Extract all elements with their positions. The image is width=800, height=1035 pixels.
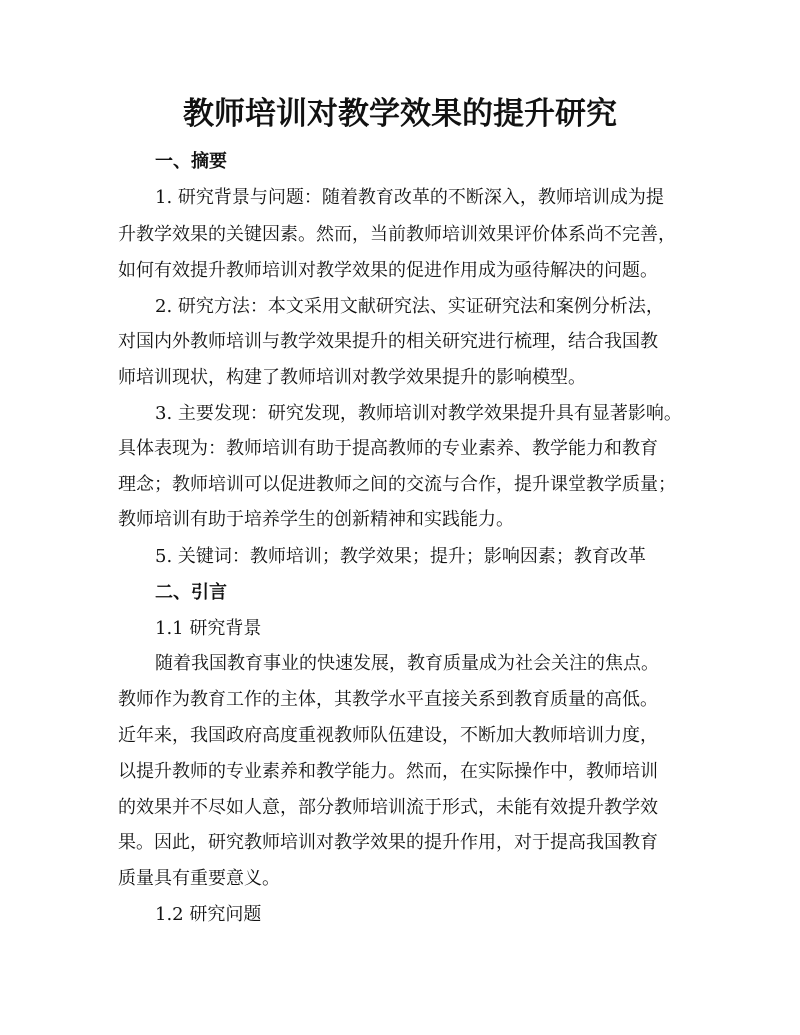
abstract-point-3-line-4: 教师培训有助于培养学生的创新精神和实践能力。: [118, 509, 514, 530]
subsection-heading-1-1: 1.1 研究背景: [155, 618, 262, 639]
abstract-point-2-line-2: 对国内外教师培训与教学效果提升的相关研究进行梳理，结合我国教: [118, 331, 658, 352]
abstract-point-2-line-1: 2. 研究方法：本文采用文献研究法、实证研究法和案例分析法，: [155, 296, 664, 317]
background-paragraph-line-2: 教师作为教育工作的主体，其教学水平直接关系到教育质量的高低。: [118, 689, 658, 710]
abstract-point-1-line-3: 如何有效提升教师培训对教学效果的促进作用成为亟待解决的问题。: [118, 260, 658, 281]
abstract-point-3-line-1: 3. 主要发现：研究发现，教师培训对教学效果提升具有显著影响。: [155, 403, 682, 424]
section-heading-abstract: 一、摘要: [155, 151, 227, 172]
background-paragraph-line-3: 近年来，我国政府高度重视教师队伍建设，不断加大教师培训力度，: [118, 725, 658, 746]
abstract-keywords: 5. 关键词：教师培训；教学效果；提升；影响因素；教育改革: [155, 546, 646, 567]
section-heading-introduction: 二、引言: [155, 582, 227, 603]
abstract-point-1-line-1: 1. 研究背景与问题：随着教育改革的不断深入，教师培训成为提: [155, 187, 664, 208]
abstract-point-3-line-2: 具体表现为：教师培训有助于提高教师的专业素养、教学能力和教育: [118, 438, 658, 459]
background-paragraph-line-6: 果。因此，研究教师培训对教学效果的提升作用，对于提高我国教育: [118, 832, 658, 853]
background-paragraph-line-4: 以提升教师的专业素养和教学能力。然而，在实际操作中，教师培训: [118, 761, 658, 782]
background-paragraph-line-1: 随着我国教育事业的快速发展，教育质量成为社会关注的焦点。: [155, 653, 659, 674]
background-paragraph-line-5: 的效果并不尽如人意，部分教师培训流于形式，未能有效提升教学效: [118, 797, 658, 818]
abstract-point-1-line-2: 升教学效果的关键因素。然而，当前教师培训效果评价体系尚不完善，: [118, 224, 676, 245]
subsection-heading-1-2: 1.2 研究问题: [155, 904, 262, 925]
background-paragraph-line-7: 质量具有重要意义。: [118, 868, 280, 889]
document-title: 教师培训对教学效果的提升研究: [183, 96, 617, 132]
abstract-point-2-line-3: 师培训现状，构建了教师培训对教学效果提升的影响模型。: [118, 367, 586, 388]
abstract-point-3-line-3: 理念；教师培训可以促进教师之间的交流与合作，提升课堂教学质量；: [118, 474, 676, 495]
